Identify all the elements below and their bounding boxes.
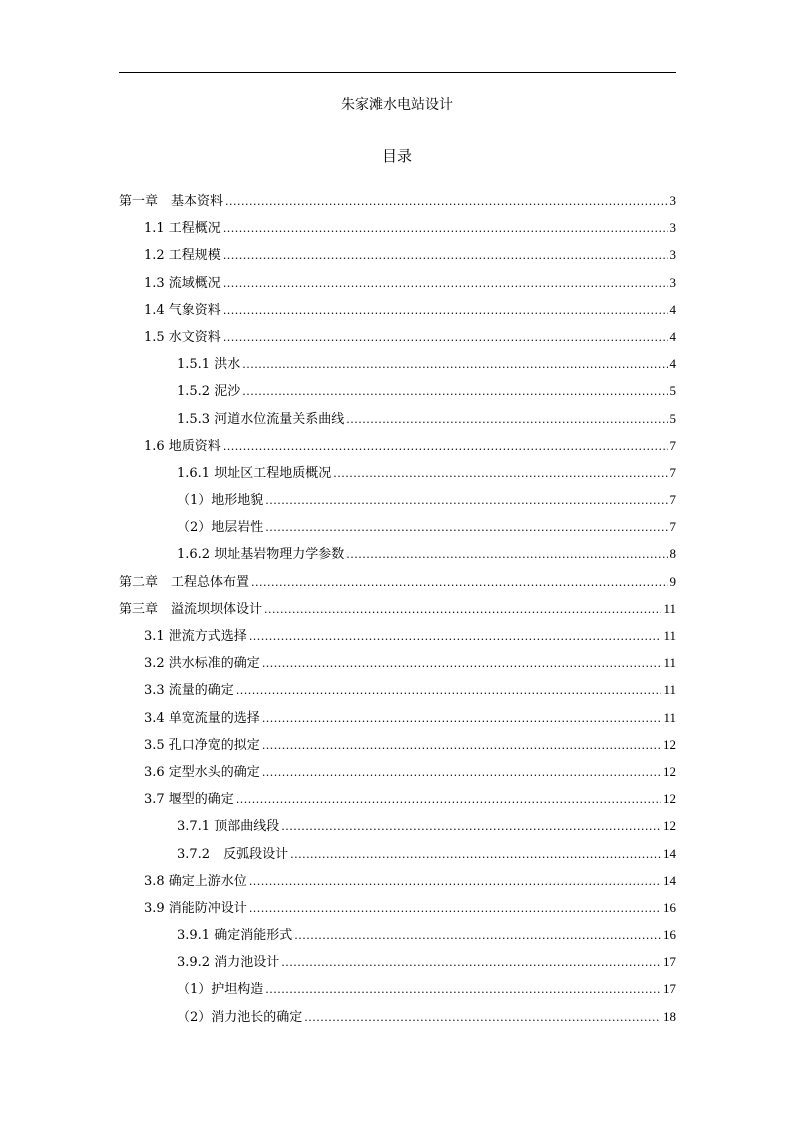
toc-leader-dots [290, 848, 661, 861]
toc-leader-dots [251, 576, 667, 589]
toc-entry-page-number: 7 [669, 437, 676, 453]
toc-entry-page-number: 17 [663, 981, 676, 997]
toc-entry-text: 3.8 确定上游水位 [144, 873, 247, 889]
toc-entry-page-number: 5 [669, 410, 676, 426]
document-header-title: 朱家滩水电站设计 [341, 97, 453, 113]
toc-entry-text: 3.1 泄流方式选择 [144, 629, 247, 644]
toc-entry-text: 1.2 工程规模 [144, 248, 221, 264]
toc-entry-page-number: 3 [669, 193, 676, 208]
toc-leader-dots [223, 277, 668, 290]
toc-entry[interactable] [119, 435, 676, 462]
toc-leader-dots [223, 222, 668, 235]
toc-entry-text: 第二章 工程总体布置 [119, 574, 250, 590]
toc-entry[interactable] [119, 516, 676, 543]
toc-entry[interactable] [119, 978, 676, 1005]
toc-entry-page-number: 11 [663, 655, 676, 671]
toc-leader-dots [264, 603, 661, 616]
toc-leader-dots [262, 657, 662, 670]
toc-entry[interactable] [119, 625, 676, 652]
toc-leader-dots [223, 440, 668, 453]
toc-entry-text: 3.7.2 反弧段设计 [177, 846, 289, 862]
toc-entry[interactable] [119, 408, 676, 435]
toc-entry-page-number: 11 [663, 682, 676, 698]
toc-leader-dots [346, 548, 667, 561]
toc-leader-dots [223, 304, 668, 317]
toc-entry[interactable] [119, 734, 676, 761]
toc-entry-page-number: 12 [663, 763, 676, 779]
toc-entry-page-number: 3 [669, 220, 676, 236]
toc-entry[interactable] [119, 244, 676, 271]
toc-leader-dots [304, 1011, 661, 1024]
toc-leader-dots [265, 494, 667, 507]
toc-leader-dots [333, 467, 667, 480]
toc-entry-page-number: 14 [663, 845, 676, 861]
toc-entry-page-number: 14 [663, 872, 676, 888]
toc-entry-page-number: 4 [669, 328, 676, 344]
toc-entry[interactable] [119, 543, 676, 570]
toc-leader-dots [242, 358, 667, 371]
toc-entry[interactable] [119, 1006, 676, 1033]
toc-entry-text: 1.3 流域概况 [144, 275, 221, 291]
toc-leader-dots [249, 630, 662, 643]
toc-entry-page-number: 7 [669, 492, 676, 508]
toc-entry-page-number: 5 [669, 383, 676, 399]
toc-leader-dots [265, 521, 667, 534]
toc-leader-dots [262, 766, 661, 779]
toc-entry-page-number: 7 [669, 519, 676, 535]
toc-entry[interactable] [119, 353, 676, 380]
toc-entry[interactable] [119, 652, 676, 679]
toc-entry[interactable] [119, 462, 676, 489]
table-of-contents [119, 190, 676, 1033]
toc-entry[interactable] [119, 217, 676, 244]
toc-entry[interactable] [119, 489, 676, 516]
toc-entry-text: （1）地形地貌 [177, 493, 264, 509]
toc-leader-dots [281, 820, 661, 833]
toc-entry-page-number: 12 [663, 736, 676, 752]
toc-entry-text: 1.6.1 坝址区工程地质概况 [177, 465, 332, 481]
toc-leader-dots [225, 195, 667, 208]
toc-entry-page-number: 16 [663, 927, 676, 943]
toc-entry-page-number: 9 [669, 573, 676, 589]
toc-entry-page-number: 11 [663, 600, 676, 616]
toc-leader-dots [294, 929, 661, 942]
toc-leader-dots [281, 956, 661, 969]
toc-entry-page-number: 18 [663, 1008, 676, 1024]
toc-entry-text: 3.5 孔口净宽的拟定 [144, 737, 260, 753]
toc-entry[interactable] [119, 190, 676, 217]
toc-entry-page-number: 3 [669, 247, 676, 263]
toc-entry-text: 3.7.1 顶部曲线段 [177, 819, 280, 835]
toc-entry[interactable] [119, 679, 676, 706]
toc-entry-text: 1.6 地质资料 [144, 438, 221, 454]
toc-entry-page-number: 8 [669, 546, 676, 562]
toc-entry[interactable] [119, 761, 676, 788]
toc-entry[interactable] [119, 272, 676, 299]
toc-entry-text: 1.6.2 坝址基岩物理力学参数 [177, 547, 345, 563]
toc-entry-text: 3.9 消能防冲设计 [144, 900, 247, 916]
toc-entry-text: 3.7 堰型的确定 [144, 792, 234, 808]
toc-entry-text: 3.4 单宽流量的选择 [144, 710, 260, 726]
toc-entry[interactable] [119, 951, 676, 978]
toc-entry-text: 3.2 洪水标准的确定 [144, 656, 260, 672]
toc-entry[interactable] [119, 843, 676, 870]
toc-leader-dots [223, 249, 668, 262]
toc-entry-text: 第三章 溢流坝坝体设计 [119, 601, 263, 617]
toc-entry[interactable] [119, 571, 676, 598]
toc-entry[interactable] [119, 707, 676, 734]
toc-entry-text: （2）地层岩性 [177, 520, 264, 536]
toc-leader-dots [249, 902, 661, 915]
toc-entry-text: 1.5.1 洪水 [177, 357, 241, 373]
toc-entry-page-number: 4 [669, 356, 676, 372]
toc-entry-text: （2）消力池长的确定 [177, 1009, 303, 1025]
toc-entry-text: 3.6 定型水头的确定 [144, 764, 260, 780]
toc-entry-page-number: 7 [669, 464, 676, 480]
toc-leader-dots [262, 739, 661, 752]
toc-leader-dots [236, 793, 661, 806]
toc-entry-text: 3.3 流量的确定 [144, 683, 234, 699]
toc-entry-text: 3.9.2 消力池设计 [177, 955, 280, 971]
toc-entry[interactable] [119, 897, 676, 924]
header-rule [119, 72, 676, 73]
toc-leader-dots [223, 331, 668, 344]
toc-entry-text: 1.4 气象资料 [144, 302, 221, 318]
toc-leader-dots [236, 684, 662, 697]
toc-entry-text: （1）护坦构造 [177, 982, 264, 998]
toc-entry[interactable] [119, 299, 676, 326]
toc-entry[interactable] [119, 924, 676, 951]
toc-entry-text: 3.9.1 确定消能形式 [177, 928, 293, 944]
toc-entry-page-number: 4 [669, 301, 676, 317]
toc-entry[interactable] [119, 870, 676, 897]
toc-entry-text: 1.5.3 河道水位流量关系曲线 [177, 411, 345, 427]
toc-leader-dots [346, 413, 667, 426]
toc-entry-page-number: 11 [663, 709, 676, 725]
toc-entry[interactable] [119, 326, 676, 353]
toc-leader-dots [265, 983, 661, 996]
toc-entry-text: 1.5.2 泥沙 [177, 384, 241, 400]
toc-entry-page-number: 12 [663, 791, 676, 807]
toc-entry-page-number: 17 [663, 954, 676, 970]
toc-entry[interactable] [119, 788, 676, 815]
toc-entry[interactable] [119, 380, 676, 407]
toc-leader-dots [249, 875, 661, 888]
toc-entry-text: 第一章 基本资料 [119, 194, 224, 209]
toc-entry-page-number: 12 [663, 818, 676, 834]
toc-entry-page-number: 16 [663, 899, 676, 915]
toc-entry-page-number: 11 [663, 628, 676, 643]
toc-entry-text: 1.1 工程概况 [144, 221, 221, 237]
toc-entry-page-number: 3 [669, 274, 676, 290]
toc-entry[interactable] [119, 815, 676, 842]
toc-leader-dots [242, 385, 667, 398]
toc-entry[interactable] [119, 598, 676, 625]
toc-entry-text: 1.5 水文资料 [144, 329, 221, 345]
toc-title: 目录 [381, 147, 412, 165]
toc-leader-dots [262, 712, 662, 725]
